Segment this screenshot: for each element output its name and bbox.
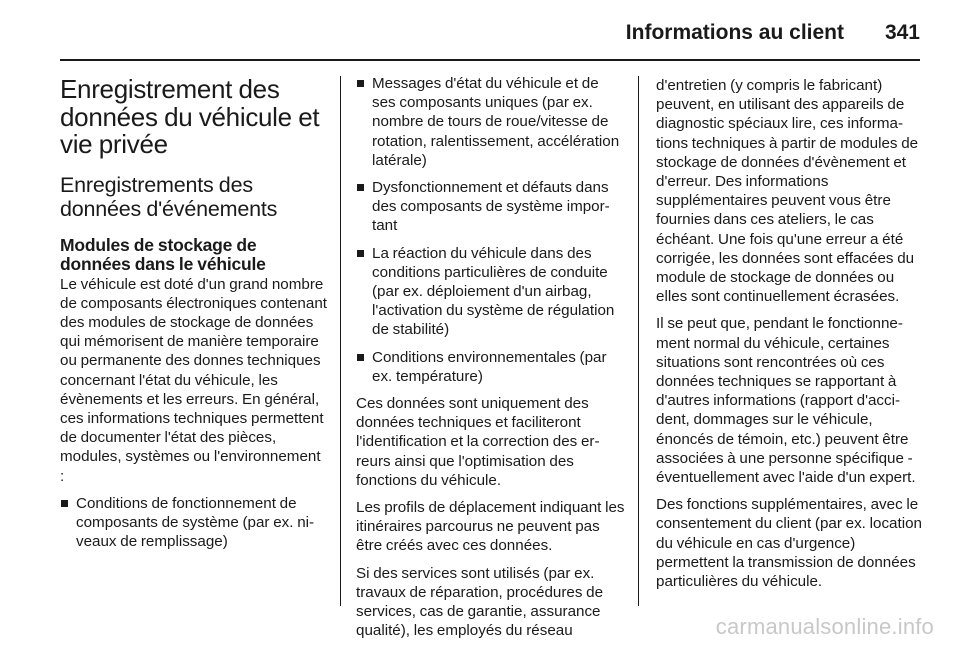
subsection-title: Enregistrements des données d'événements xyxy=(60,172,278,221)
bullet-item: Conditions environnementales (par ex. température) xyxy=(356,348,626,386)
watermark: carmanualsonline.info xyxy=(715,614,934,639)
page-header xyxy=(0,0,960,60)
column-2 xyxy=(356,76,626,648)
paragraph: d'entretien (y compris le fabricant) peuvent, en utilisant des appareils de diagnostic spéciaux lire, ces informations techniques à partir de modules de stockage de données d'évènement et d'erreur. Des informations supplémentaires peuvent vous être fournies dans ces ateliers, le cas échéant. Une fois qu'une erreur a été corrigée, les données sont effacées du module de stockage de données ou elles sont continuellement écrasées. xyxy=(656,77,919,306)
bullet-list xyxy=(60,494,328,552)
paragraph: Si des services sont utilisés (par ex. travaux de réparation, procédures de services, cas de garantie, assurance qualité), les employés du réseau xyxy=(356,564,604,640)
bullet-item: La réaction du véhicule dans des conditions particulières de conduite (par ex. déploiement d'un airbag, l'activation du système de régulation de stabilité) xyxy=(356,244,626,340)
column-divider xyxy=(340,76,341,606)
column-divider xyxy=(638,76,639,606)
bullet-item: Conditions de fonctionnement de composants de système (par ex. niveaux de remplissage) xyxy=(60,494,328,552)
bullet-item: Dysfonctionnement et défauts dans des composants de système important xyxy=(356,178,626,236)
column-1 xyxy=(60,76,328,559)
section-title: Enregistrement des données du véhicule et vie privée xyxy=(60,74,320,159)
header-divider xyxy=(60,59,920,61)
bullet-item: Messages d'état du véhicule et de ses composants uniques (par ex. nombre de tours de roue/vitesse de rotation, ralentissement, accélération latérale) xyxy=(356,74,626,170)
subsubsection-title: Modules de stockage de données dans le véhicule xyxy=(60,234,266,274)
paragraph: Les profils de déplacement indiquant les itinéraires parcourus ne peuvent pas être créés avec ces données. xyxy=(356,499,625,555)
intro-paragraph: Le véhicule est doté d'un grand nombre de composants électroniques contenant des modules de stockage de données qui mémorisent de manière temporaire ou permanente des donnes techniques concernant l'état du véhicule, les évènements et les erreurs. En général, ces informations techniques permettent de documenter l'état des pièces, modules, systèmes ou l'environnement : xyxy=(60,275,327,485)
bullet-list xyxy=(356,74,626,386)
paragraph: Des fonctions supplémentaires, avec le consentement du client (par ex. location du véhicule en cas d'urgence) permettent la transmission de données particulières du véhicule. xyxy=(656,496,922,591)
column-3 xyxy=(656,76,922,599)
paragraph: Ces données sont uniquement des données techniques et faciliteront l'identification et la correction des erreurs ainsi que l'optimisation des fonctions du véhicule. xyxy=(356,395,600,489)
paragraph: Il se peut que, pendant le fonctionnement normal du véhicule, certaines situations sont rencontrées où ces données techniques se rapportant à d'autres informations (rapport d'accident, dommages sur le véhicule, énoncés de témoin, etc.) peuvent être associées à une personne spécifique - éventuellement avec l'aide d'un expert. xyxy=(656,315,916,487)
header-title: Informations au client xyxy=(625,21,844,44)
page-number: 341 xyxy=(884,21,920,44)
